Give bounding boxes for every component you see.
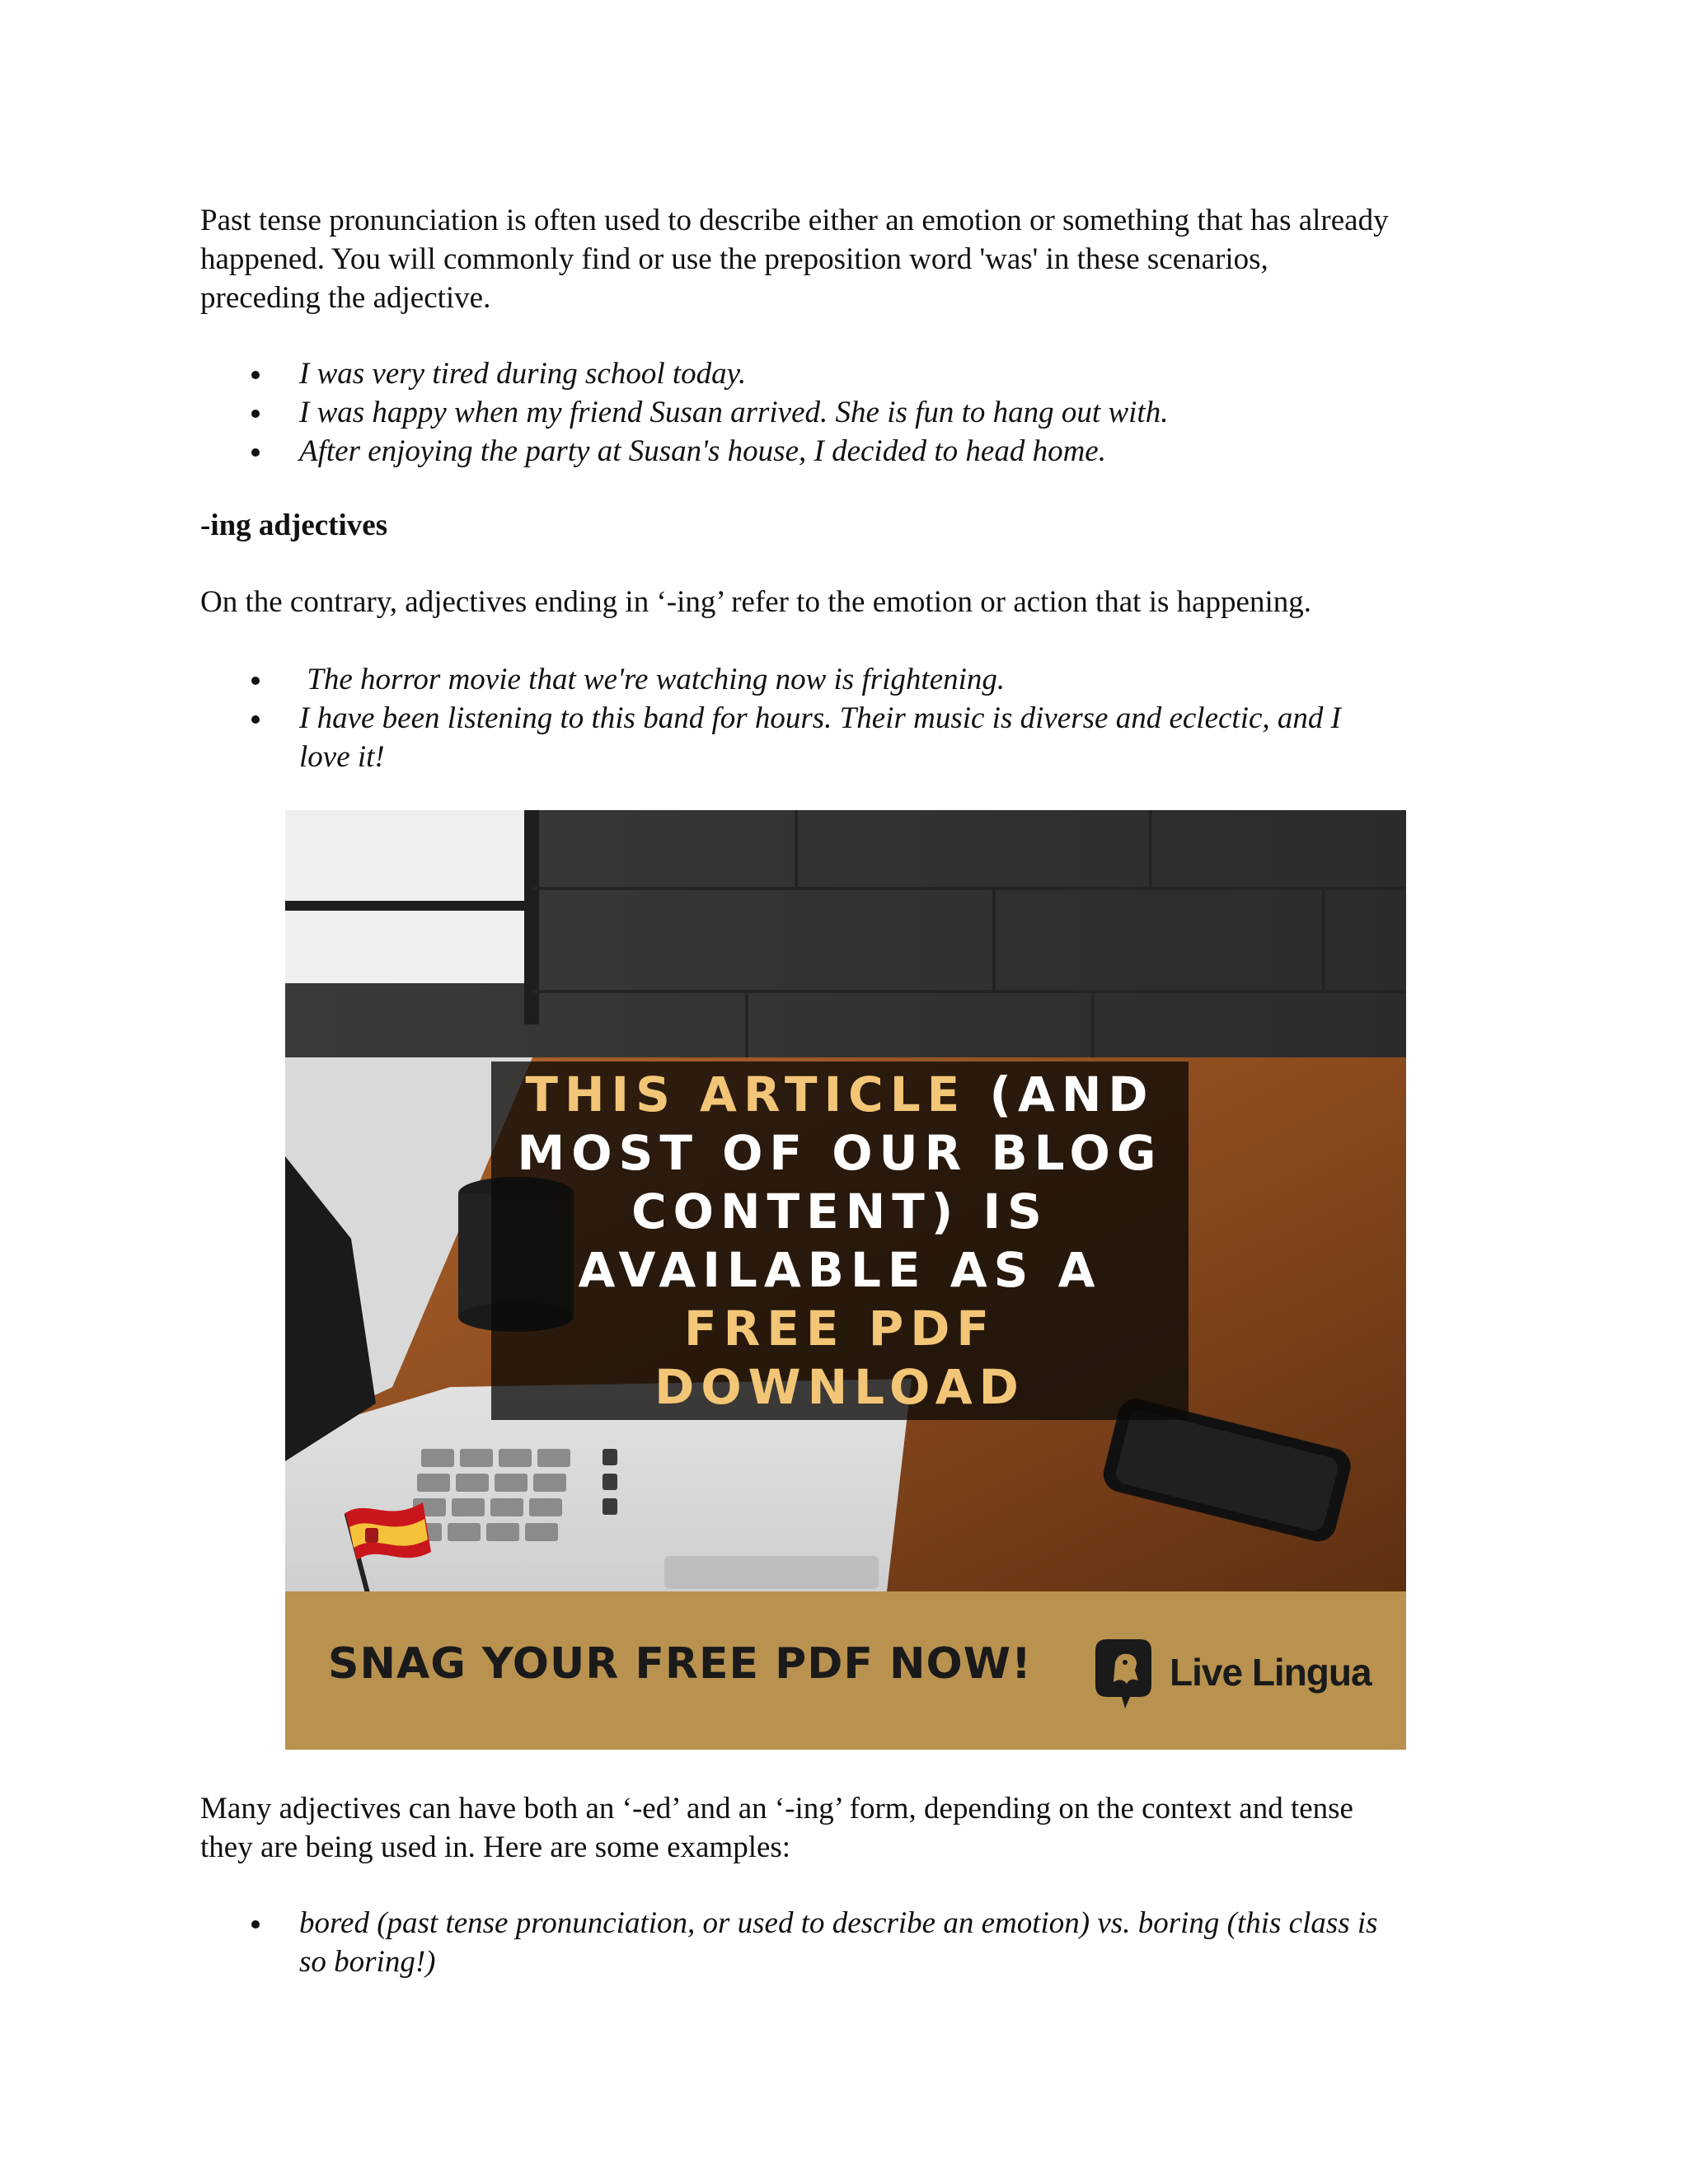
list-item bbox=[200, 354, 1486, 393]
ed-examples-list bbox=[200, 354, 1486, 471]
headline-gold-text: THIS ARTICLE bbox=[525, 1066, 967, 1122]
example-text-continued: so boring!) bbox=[299, 1945, 436, 1979]
example-text-continued: love it! bbox=[299, 740, 385, 774]
banner-footer bbox=[285, 1591, 1406, 1750]
intro-paragraph bbox=[200, 201, 1519, 317]
headline-text: MOST OF OUR BLOG bbox=[517, 1124, 1163, 1181]
both-forms-examples-list bbox=[200, 1904, 1486, 1981]
both-forms-line-2: they are being used in. Here are some examples: bbox=[200, 1830, 791, 1864]
bullet-icon bbox=[251, 448, 260, 457]
ing-adjectives-heading: -ing adjectives bbox=[200, 509, 388, 542]
banner-overlay bbox=[491, 1062, 1189, 1420]
example-text: The horror movie that we're watching now is frightening. bbox=[299, 663, 1006, 696]
bullet-icon bbox=[251, 410, 260, 418]
example-text: After enjoying the party at Susan's house, I decided to head home. bbox=[299, 434, 1106, 468]
headline-gold-text: DOWNLOAD bbox=[654, 1358, 1025, 1415]
list-item bbox=[200, 1904, 1486, 1981]
intro-line-3: preceding the adjective. bbox=[200, 281, 491, 315]
bullet-icon bbox=[251, 715, 260, 724]
intro-line-2: happened. You will commonly find or use the preposition word 'was' in these scenarios, bbox=[200, 242, 1268, 276]
example-text: bored (past tense pronunciation, or used to describe an emotion) vs. boring (this class is bbox=[299, 1906, 1378, 1940]
intro-line-1: Past tense pronunciation is often used to describe either an emotion or something that has already bbox=[200, 204, 1389, 237]
headline-text: CONTENT) IS bbox=[631, 1183, 1048, 1240]
live-lingua-logo-icon bbox=[1089, 1634, 1158, 1710]
ing-examples-list bbox=[200, 660, 1486, 776]
example-text: I have been listening to this band for hours. Their music is diverse and eclectic, and I bbox=[299, 701, 1341, 735]
headline-text: (AND bbox=[966, 1066, 1155, 1122]
list-item bbox=[200, 432, 1486, 471]
snag-pdf-cta[interactable]: SNAG YOUR FREE PDF NOW! bbox=[328, 1639, 1032, 1689]
list-item bbox=[200, 699, 1486, 776]
ing-intro-paragraph: On the contrary, adjectives ending in ‘-ing’ refer to the emotion or action that is happening. bbox=[200, 585, 1312, 619]
bullet-icon bbox=[251, 677, 260, 685]
brand-logo bbox=[1089, 1634, 1372, 1710]
both-forms-paragraph bbox=[200, 1789, 1519, 1867]
example-text: I was happy when my friend Susan arrived. She is fun to hang out with. bbox=[299, 396, 1169, 429]
free-pdf-banner[interactable] bbox=[285, 810, 1406, 1750]
bullet-icon bbox=[251, 371, 260, 379]
list-item bbox=[200, 393, 1486, 432]
brand-name: Live Lingua bbox=[1170, 1651, 1372, 1694]
list-item bbox=[200, 660, 1486, 699]
banner-headline bbox=[491, 1066, 1189, 1417]
headline-text: AVAILABLE AS A bbox=[578, 1241, 1102, 1298]
bullet-icon bbox=[251, 1920, 260, 1929]
both-forms-line-1: Many adjectives can have both an ‘-ed’ and an ‘-ing’ form, depending on the context and tense bbox=[200, 1792, 1353, 1825]
spain-flag-icon bbox=[331, 1482, 438, 1597]
example-text: I was very tired during school today. bbox=[299, 357, 747, 391]
headline-gold-text: FREE PDF bbox=[684, 1300, 996, 1357]
